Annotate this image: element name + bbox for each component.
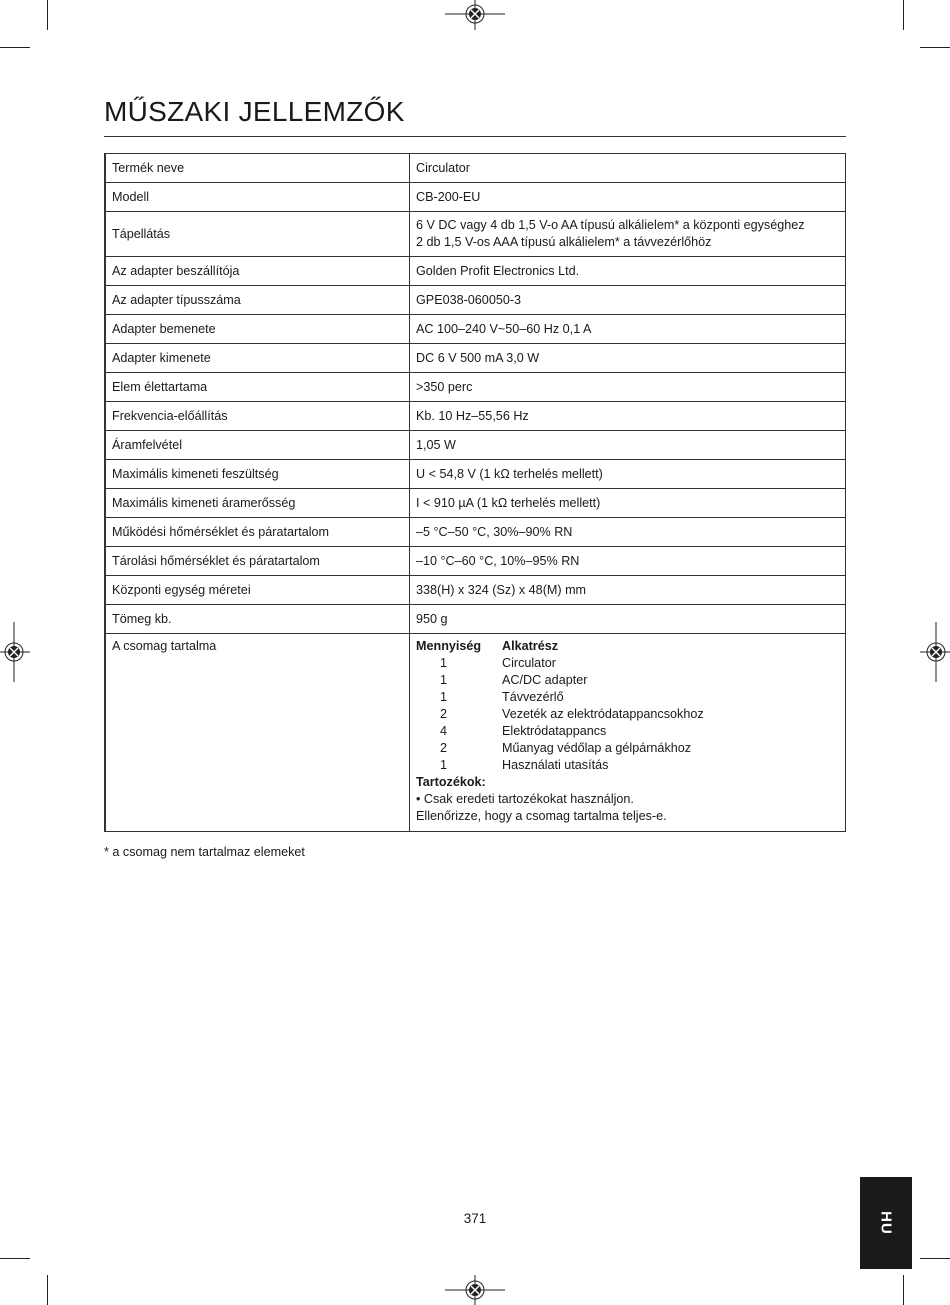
item-qty: 1 — [440, 690, 448, 704]
spec-value-line: 950 g — [416, 611, 448, 626]
list-item — [416, 740, 839, 757]
accessories-note: • Csak eredeti tartozékokat használjon. — [416, 792, 634, 806]
part-header: Alkatrész — [502, 639, 559, 653]
crop-mark — [903, 0, 904, 30]
list-item — [416, 655, 839, 672]
crop-mark — [47, 1275, 48, 1305]
crop-mark — [47, 0, 48, 30]
crop-mark — [0, 1258, 30, 1259]
table-row — [105, 183, 846, 212]
list-item — [416, 757, 839, 774]
table-row — [105, 518, 846, 547]
package-contents — [410, 634, 846, 832]
spec-value — [410, 431, 846, 460]
item-qty: 2 — [440, 707, 448, 721]
list-item — [416, 723, 839, 740]
spec-label: Adapter kimenete — [105, 344, 410, 373]
spec-label: Központi egység méretei — [105, 576, 410, 605]
item-part: Használati utasítás — [502, 758, 609, 772]
item-qty: 1 — [440, 656, 448, 670]
table-row — [105, 257, 846, 286]
spec-label: Áramfelvétel — [105, 431, 410, 460]
spec-value-line: Golden Profit Electronics Ltd. — [416, 263, 580, 278]
spec-value — [410, 576, 846, 605]
item-qty: 4 — [440, 724, 448, 738]
item-part: Távvezérlő — [502, 690, 564, 704]
check-note: Ellenőrizze, hogy a csomag tartalma teljes-e. — [416, 809, 667, 823]
spec-value-line: GPE038-060050-3 — [416, 292, 522, 307]
language-tab-label: HU — [877, 1211, 895, 1235]
spec-value-line: 2 db 1,5 V-os AAA típusú alkálielem* a távvezérlőhöz — [416, 235, 712, 249]
spec-value-line: 338(H) x 324 (Sz) x 48(M) mm — [416, 582, 587, 597]
table-row — [105, 154, 846, 183]
spec-value — [410, 373, 846, 402]
table-row — [105, 286, 846, 315]
table-row-package — [105, 634, 846, 832]
spec-label: A csomag tartalma — [105, 634, 410, 832]
spec-value-line: I < 910 µA (1 kΩ terhelés mellett) — [416, 495, 601, 510]
spec-value — [410, 257, 846, 286]
spec-value — [410, 605, 846, 634]
spec-value — [410, 212, 846, 257]
item-part: Elektródatappancs — [502, 724, 607, 738]
crop-mark — [903, 1275, 904, 1305]
list-item — [416, 706, 839, 723]
spec-value — [410, 315, 846, 344]
spec-label: Frekvencia-előállítás — [105, 402, 410, 431]
spec-value — [410, 154, 846, 183]
item-part: Circulator — [502, 656, 556, 670]
spec-value — [410, 402, 846, 431]
table-row — [105, 344, 846, 373]
registration-mark-icon — [445, 1275, 505, 1305]
spec-value — [410, 518, 846, 547]
spec-value-line: 6 V DC vagy 4 db 1,5 V-o AA típusú alkálielem* a központi egységhez — [416, 218, 805, 232]
spec-value — [410, 183, 846, 212]
item-qty: 2 — [440, 741, 448, 755]
spec-label: Tárolási hőmérséklet és páratartalom — [105, 547, 410, 576]
language-tab — [860, 1177, 912, 1269]
spec-label: Működési hőmérséklet és páratartalom — [105, 518, 410, 547]
spec-label: Tápellátás — [105, 212, 410, 257]
table-row — [105, 489, 846, 518]
table-row — [105, 212, 846, 257]
spec-value — [410, 286, 846, 315]
spec-value-line: DC 6 V 500 mA 3,0 W — [416, 350, 540, 365]
spec-value — [410, 344, 846, 373]
spec-value-line: –10 °C–60 °C, 10%–95% RN — [416, 553, 580, 568]
package-header — [416, 638, 839, 655]
spec-label: Modell — [105, 183, 410, 212]
spec-table — [104, 153, 846, 832]
spec-value-line: Kb. 10 Hz–55,56 Hz — [416, 408, 529, 423]
spec-label: Elem élettartama — [105, 373, 410, 402]
table-row — [105, 373, 846, 402]
registration-mark-icon — [0, 622, 30, 682]
title-divider — [104, 136, 846, 137]
footnote: * a csomag nem tartalmaz elemeket — [104, 845, 305, 859]
table-row — [105, 576, 846, 605]
accessories-title: Tartozékok: — [416, 775, 486, 789]
page-title: MŰSZAKI JELLEMZŐK — [104, 96, 405, 127]
spec-label: Tömeg kb. — [105, 605, 410, 634]
table-row — [105, 460, 846, 489]
spec-value-line: 1,05 W — [416, 437, 456, 452]
spec-value — [410, 547, 846, 576]
spec-value-line: U < 54,8 V (1 kΩ terhelés mellett) — [416, 466, 603, 481]
table-row — [105, 402, 846, 431]
list-item — [416, 672, 839, 689]
table-row — [105, 431, 846, 460]
item-qty: 1 — [440, 673, 448, 687]
table-row — [105, 547, 846, 576]
item-part: Műanyag védőlap a gélpárnákhoz — [502, 741, 692, 755]
spec-value-line: Circulator — [416, 160, 470, 175]
spec-label: Az adapter beszállítója — [105, 257, 410, 286]
spec-table-body — [105, 154, 846, 832]
registration-mark-icon — [920, 622, 950, 682]
spec-value — [410, 460, 846, 489]
table-row — [105, 315, 846, 344]
spec-value-line: –5 °C–50 °C, 30%–90% RN — [416, 524, 573, 539]
item-qty: 1 — [440, 758, 448, 772]
spec-label: Az adapter típusszáma — [105, 286, 410, 315]
crop-mark — [920, 47, 950, 48]
crop-mark — [920, 1258, 950, 1259]
list-item — [416, 689, 839, 706]
page-number: 371 — [463, 1211, 487, 1226]
registration-mark-icon — [445, 0, 505, 30]
item-part: Vezeték az elektródatappancsokhoz — [502, 707, 704, 721]
crop-mark — [0, 47, 30, 48]
spec-label: Termék neve — [105, 154, 410, 183]
table-row — [105, 605, 846, 634]
spec-label: Adapter bemenete — [105, 315, 410, 344]
spec-label: Maximális kimeneti feszültség — [105, 460, 410, 489]
spec-value-line: CB-200-EU — [416, 189, 481, 204]
spec-label: Maximális kimeneti áramerősség — [105, 489, 410, 518]
spec-value — [410, 489, 846, 518]
spec-value-line: >350 perc — [416, 379, 473, 394]
spec-value-line: AC 100–240 V~50–60 Hz 0,1 A — [416, 321, 592, 336]
item-part: AC/DC adapter — [502, 673, 588, 687]
qty-header: Mennyiség — [416, 639, 482, 653]
